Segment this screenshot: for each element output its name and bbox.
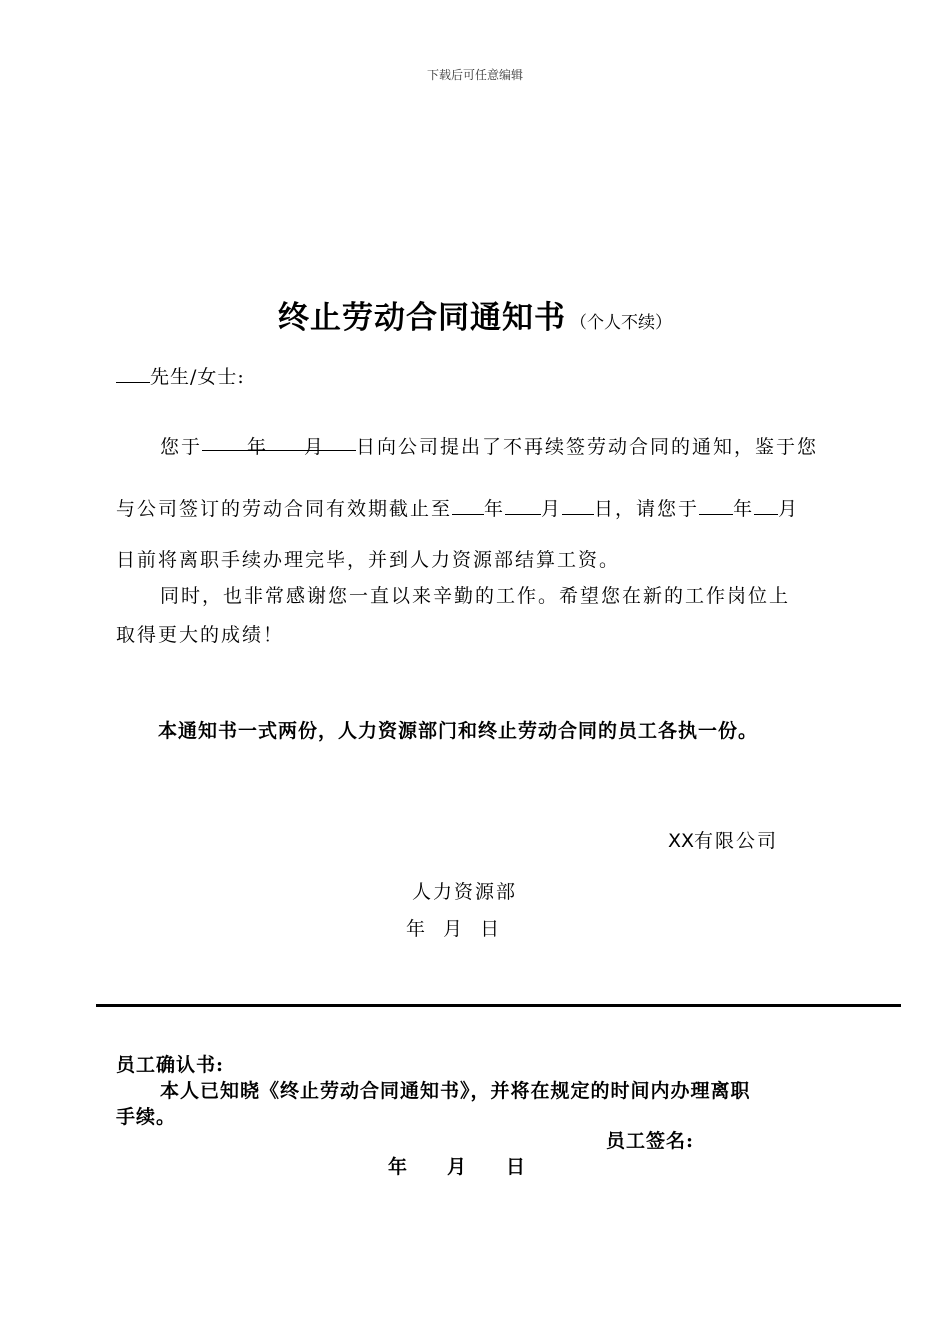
confirm-day: 日 (506, 1156, 528, 1178)
blank (754, 496, 778, 515)
date-blank-1 (202, 432, 356, 458)
para1-text: 日，请您于 (594, 498, 700, 520)
header-note: 下载后可任意编辑 (426, 68, 523, 82)
company-suffix: 有限公司 (694, 830, 779, 852)
year-label: 年 (484, 498, 506, 520)
salutation-text: 先生/女士: (150, 366, 245, 388)
confirm-heading: 员工确认书: (116, 1054, 225, 1076)
para1-line2 (116, 494, 799, 521)
section-divider (96, 1004, 901, 1007)
confirm-text-line2: 手续。 (116, 1106, 177, 1128)
name-blank (116, 364, 150, 383)
confirm-text-line1: 本人已知晓《终止劳动合同通知书》，并将在规定的时间内办理离职 (160, 1080, 751, 1102)
blank (505, 496, 541, 515)
date-month-label: 月 (304, 436, 326, 458)
company-prefix: XX (668, 830, 695, 852)
date-year-label: 年 (247, 436, 269, 458)
para1-line1 (160, 432, 818, 459)
blank (452, 496, 484, 515)
year-label: 年 (733, 498, 755, 520)
confirm-month: 月 (447, 1156, 469, 1178)
month-label: 月 (541, 498, 563, 520)
para1-line3: 日前将离职手续办理完毕，并到人力资源部结算工资。 (116, 549, 621, 571)
para1-text: 您于 (160, 436, 203, 458)
document-title-block (0, 292, 950, 337)
para2-line1: 同时，也非常感谢您一直以来辛勤的工作。希望您在新的工作岗位上 (160, 585, 791, 607)
blank (699, 496, 733, 515)
copies-note: 本通知书一式两份，人力资源部门和终止劳动合同的员工各执一份。 (158, 720, 759, 742)
confirm-year: 年 (388, 1156, 410, 1178)
para1-text: 日向公司提出了不再续签劳动合同的通知，鉴于您 (356, 436, 819, 458)
document-subtitle: （个人不续） (570, 313, 672, 333)
issue-date: 年 月 日 (406, 918, 502, 940)
confirm-date (388, 1152, 527, 1179)
para2-line2: 取得更大的成绩！ (116, 624, 285, 646)
blank (562, 496, 594, 515)
salutation (116, 362, 245, 389)
document-title: 终止劳动合同通知书 (278, 300, 566, 336)
signature-label: 员工签名: (606, 1130, 695, 1152)
month-label: 月 (778, 498, 800, 520)
para1-text: 与公司签订的劳动合同有效期截止至 (116, 498, 453, 520)
company-name (668, 826, 778, 853)
department: 人力资源部 (412, 881, 518, 903)
